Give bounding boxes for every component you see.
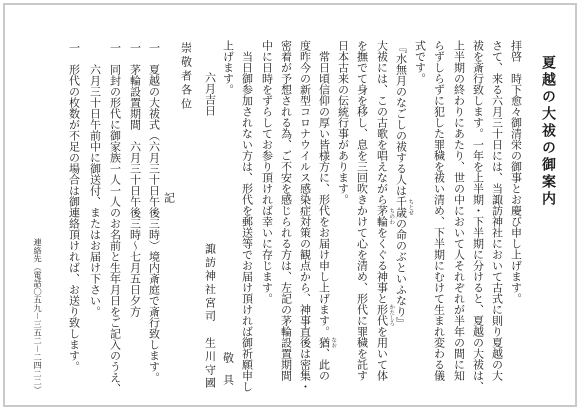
note-item: 一 同封の形代に御家族一人一人のお名前と生年月日をご記入のうえ、 — [108, 42, 122, 394]
sender-name: 諏訪神社宮司 生川守國 — [203, 243, 217, 391]
closing-remark: 敬 具 — [221, 352, 235, 385]
issue-date: 六月吉日 — [203, 72, 217, 116]
note-item: 一 形代の枚数が不足の場合は御連絡頂ければ、お送り致します。 — [67, 42, 81, 372]
addressee: 崇敬者各位 — [179, 42, 193, 112]
note-item-continuation: 六月三十日午前中に御送付、またはお届け下さい。 — [88, 64, 102, 317]
letter-line: 祓を斎行致します。一年を上半期・下半期に分けると、夏越の大祓は、 — [471, 40, 485, 392]
furigana-reading: なお — [330, 337, 337, 348]
contact-info: 連絡先（電話〇五九－三五二－二四二二） — [33, 238, 44, 394]
letter-line: さて、来る六月三十日には、当諏訪神社において古式に則り夏越の大 — [490, 40, 504, 381]
poem-line: 『水無月のなごしの祓する人は千歳の命のぶといふなり』 — [394, 42, 408, 328]
letter-line: 拝啓 時下愈々御清栄の御事とお慶び申し上げます。 — [509, 40, 523, 304]
letter-line: 常日頃信仰の厚い皆様方に、形代をお届け申し上げます。猶、此の — [317, 40, 331, 381]
furigana-reading: ちのわ — [388, 207, 395, 225]
letter-line: 中に日時をずらしてお参り頂ければ幸いに存じます。 — [260, 40, 274, 304]
letter-line: 当日御参加されない方は、形代を郵送等でお届け頂ければ御祈願申し — [240, 40, 254, 392]
note-item: 一 茅輪設置期間 六月三十日午後三時〜七月五日夕方 — [128, 42, 142, 317]
letter-line: 日本古来の伝統行事があります。 — [336, 40, 350, 205]
letter-line: 大祓には、この古歌を唱えながら茅輪をくぐる神事と形代を用いて体 — [375, 40, 389, 381]
letter-line: 式です。 — [413, 40, 427, 84]
furigana-reading: ちとせ — [407, 198, 414, 216]
letter-line: 度昨今の新型コロナウイルス感染症対策の観点から、神事直後は密集・ — [298, 40, 312, 392]
furigana-reading: かたしろ — [388, 304, 395, 326]
note-item: 一 夏越の大祓式（六月三十日午後三時）境内斎庭で斎行致します。 — [147, 42, 161, 383]
letter-line: 上半期の終わりにあたり、世の中において人それぞれが半年の間に知 — [452, 40, 466, 381]
letter-line: を撫でて身を移し、息を三回吹きかけて心を清め、形代に罪穢を託す — [355, 40, 369, 381]
letter-line: 上げます。 — [221, 40, 235, 95]
document-title: 夏越の大祓の御案内 — [540, 55, 556, 208]
letter-line: らずしらずに犯した罪穢を祓い清め、下半期にむけて生まれ変わる儀 — [432, 40, 446, 381]
notes-heading: 記 — [162, 192, 176, 203]
letter-line: 密着が予想される為、ご不安を感じられる方は、左記の茅輪設置期間 — [279, 40, 293, 381]
